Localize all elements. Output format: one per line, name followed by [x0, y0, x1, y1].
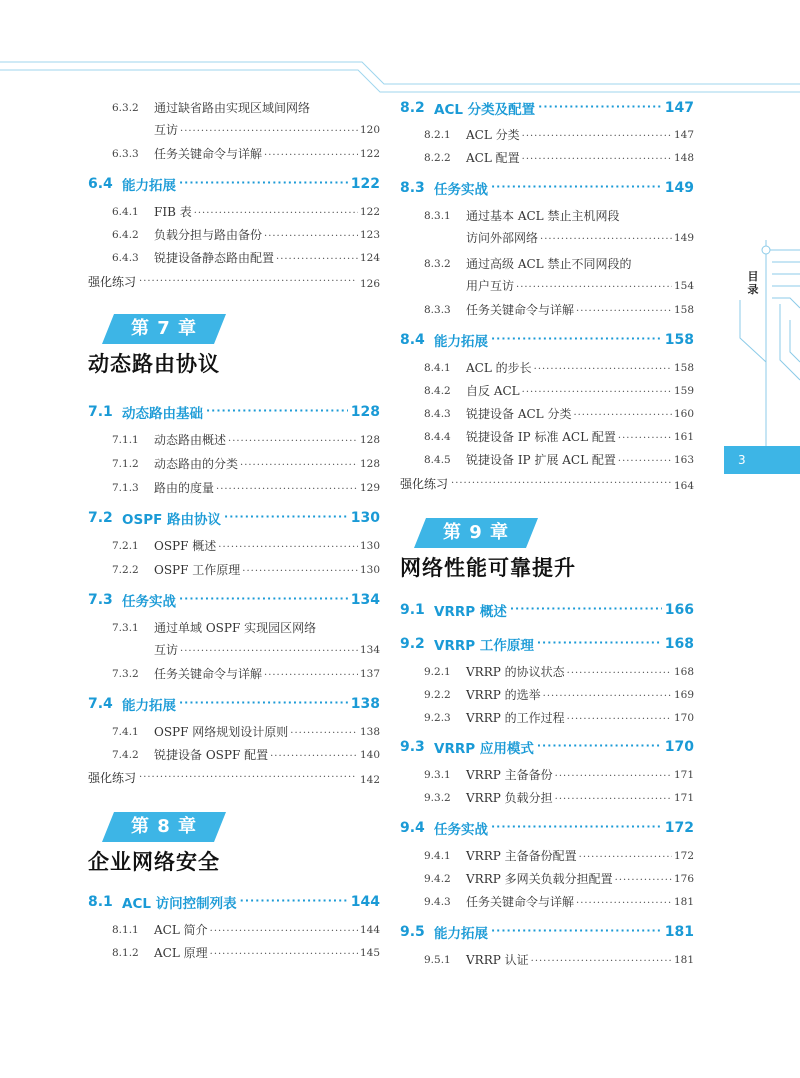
- toc-section-9-4[interactable]: [400, 818, 694, 838]
- entry-page: 160: [673, 408, 694, 420]
- entry-page: 163: [673, 454, 694, 466]
- entry-number: 6.4.1: [112, 206, 139, 218]
- side-tab-contents: [740, 270, 766, 296]
- entry-page: 176: [673, 873, 694, 885]
- toc-section-6-4[interactable]: [88, 174, 380, 194]
- entry-title: 自反 ACL: [466, 384, 520, 398]
- entry-number: 7.1.3: [112, 482, 139, 494]
- chapter-8-heading: [88, 812, 388, 892]
- entry-title: ACL 原理: [154, 946, 208, 960]
- entry-number: 8.2.1: [424, 129, 451, 141]
- section-number: 9.4: [400, 820, 425, 836]
- section-page: 130: [350, 510, 380, 526]
- entry-title: VRRP 主备备份: [466, 768, 553, 782]
- entry-title: VRRP 的工作过程: [466, 711, 565, 725]
- entry-title: 动态路由的分类: [154, 457, 239, 471]
- entry-page: 159: [673, 385, 694, 397]
- practice-title: 强化练习: [88, 275, 137, 289]
- entry-title: VRRP 的选举: [466, 688, 541, 702]
- entry-number: 7.2.2: [112, 564, 139, 576]
- section-title: 动态路由基础: [122, 406, 203, 422]
- entry-page: 137: [359, 668, 380, 680]
- entry-title-cont: 互访: [154, 643, 179, 657]
- section-number: 9.1: [400, 602, 425, 618]
- entry-number: 6.4.3: [112, 252, 139, 264]
- entry-page: 122: [359, 148, 380, 160]
- chapter-badge: [414, 518, 538, 548]
- entry-page: 171: [673, 792, 694, 804]
- entry-number: 8.4.2: [424, 385, 451, 397]
- toc-practice-8[interactable]: [400, 476, 694, 492]
- entry-page: 161: [673, 431, 694, 443]
- entry-number: 8.2.2: [424, 152, 451, 164]
- section-page: 172: [664, 820, 694, 836]
- chapter-title: 网络性能可靠提升: [400, 556, 576, 580]
- section-number: 8.1: [88, 894, 113, 910]
- entry-title: 锐捷设备 IP 扩展 ACL 配置: [466, 453, 616, 467]
- entry-number: 7.1.1: [112, 434, 139, 446]
- chapter-9-heading: [400, 518, 700, 598]
- section-title: 能力拓展: [122, 698, 176, 714]
- entry-title: 锐捷设备 ACL 分类: [466, 407, 572, 421]
- entry-title: ACL 分类: [466, 128, 520, 142]
- entry-page: 123: [359, 229, 380, 241]
- entry-number: 8.4.1: [424, 362, 451, 374]
- entry-number: 8.4.5: [424, 454, 451, 466]
- entry-page: 120: [359, 124, 380, 136]
- entry-title-cont: 用户互访: [466, 279, 515, 293]
- entry-number: 8.4.3: [424, 408, 451, 420]
- entry-page: 154: [673, 280, 694, 292]
- toc-section-7-1[interactable]: [88, 402, 380, 422]
- entry-title: 锐捷设备 OSPF 配置: [154, 748, 269, 762]
- practice-title: 强化练习: [400, 477, 449, 491]
- section-title: ACL 分类及配置: [434, 102, 536, 118]
- entry-number: 8.1.2: [112, 947, 139, 959]
- toc-section-7-3[interactable]: [88, 590, 380, 610]
- entry-title: VRRP 主备备份配置: [466, 849, 577, 863]
- section-title: ACL 访问控制列表: [122, 896, 237, 912]
- side-tab-char-1: 目: [747, 270, 759, 283]
- entry-page: 144: [359, 924, 380, 936]
- toc-section-8-3[interactable]: [400, 178, 694, 198]
- entry-page: 158: [673, 362, 694, 374]
- entry-page: 169: [673, 689, 694, 701]
- section-number: 9.5: [400, 924, 425, 940]
- entry-title: 通过单域 OSPF 实现园区网络: [154, 621, 317, 635]
- toc-section-9-2[interactable]: [400, 634, 694, 654]
- entry-title: VRRP 的协议状态: [466, 665, 565, 679]
- entry-title: ACL 的步长: [466, 361, 532, 375]
- entry-page: 148: [673, 152, 694, 164]
- entry-page: 181: [673, 896, 694, 908]
- entry-title: OSPF 网络规划设计原则: [154, 725, 289, 739]
- side-tab-char-2: 录: [747, 283, 759, 296]
- entry-number: 9.2.2: [424, 689, 451, 701]
- section-title: VRRP 工作原理: [434, 638, 534, 654]
- toc-section-8-1[interactable]: [88, 892, 380, 912]
- section-title: VRRP 应用模式: [434, 741, 534, 757]
- toc-practice-6[interactable]: [88, 274, 380, 290]
- section-page: 149: [664, 180, 694, 196]
- toc-section-7-4[interactable]: [88, 694, 380, 714]
- entry-title: 任务关键命令与详解: [154, 147, 263, 161]
- section-number: 8.3: [400, 180, 425, 196]
- entry-page: 128: [359, 434, 380, 446]
- entry-number: 7.1.2: [112, 458, 139, 470]
- chapter-badge: [102, 812, 226, 842]
- entry-page: 149: [673, 232, 694, 244]
- section-title: 能力拓展: [434, 334, 488, 350]
- entry-number: 9.2.3: [424, 712, 451, 724]
- entry-number: 8.4.4: [424, 431, 451, 443]
- entry-title: VRRP 多网关负载分担配置: [466, 872, 613, 886]
- section-title: 任务实战: [122, 594, 176, 610]
- entry-number: 9.4.3: [424, 896, 451, 908]
- entry-page: 138: [359, 726, 380, 738]
- page-number-tab: 3: [724, 446, 800, 474]
- entry-number: 6.3.3: [112, 148, 139, 160]
- entry-title: 锐捷设备 IP 标准 ACL 配置: [466, 430, 616, 444]
- section-number: 7.4: [88, 696, 113, 712]
- section-page: 158: [664, 332, 694, 348]
- entry-title: ACL 配置: [466, 151, 520, 165]
- chapter-7-heading: [88, 314, 388, 394]
- entry-title: 任务关键命令与详解: [466, 303, 575, 317]
- entry-page: 140: [359, 749, 380, 761]
- entry-title: 负载分担与路由备份: [154, 228, 263, 242]
- section-title: OSPF 路由协议: [122, 512, 222, 528]
- section-number: 8.2: [400, 100, 425, 116]
- section-page: 170: [664, 739, 694, 755]
- section-title: VRRP 概述: [434, 604, 507, 620]
- chapter-title: 企业网络安全: [88, 850, 220, 874]
- entry-page: 158: [673, 304, 694, 316]
- entry-number: 9.3.2: [424, 792, 451, 804]
- entry-page: 171: [673, 769, 694, 781]
- entry-page: 129: [359, 482, 380, 494]
- section-page: 134: [350, 592, 380, 608]
- toc-section-9-5[interactable]: [400, 922, 694, 942]
- section-number: 6.4: [88, 176, 113, 192]
- toc-section-9-3[interactable]: [400, 737, 694, 757]
- entry-number: 9.4.1: [424, 850, 451, 862]
- entry-title: 锐捷设备静态路由配置: [154, 251, 275, 265]
- section-number: 8.4: [400, 332, 425, 348]
- section-title: 任务实战: [434, 822, 488, 838]
- practice-page: 142: [359, 774, 380, 786]
- entry-page: 130: [359, 564, 380, 576]
- entry-title-cont: 互访: [154, 123, 179, 137]
- entry-page: 124: [359, 252, 380, 264]
- entry-number: 7.3.1: [112, 622, 139, 634]
- entry-title: FIB 表: [154, 205, 192, 219]
- entry-title-cont: 访问外部网络: [466, 231, 539, 245]
- entry-page: 128: [359, 458, 380, 470]
- entry-page: 122: [359, 206, 380, 218]
- entry-number: 6.3.2: [112, 102, 139, 114]
- section-page: 181: [664, 924, 694, 940]
- section-title: 任务实战: [434, 182, 488, 198]
- entry-number: 8.1.1: [112, 924, 139, 936]
- entry-number: 9.2.1: [424, 666, 451, 678]
- practice-title: 强化练习: [88, 771, 137, 785]
- section-page: 128: [350, 404, 380, 420]
- entry-title: 通过基本 ACL 禁止主机网段: [466, 209, 620, 223]
- entry-page: 172: [673, 850, 694, 862]
- toc-section-8-2[interactable]: [400, 98, 694, 118]
- entry-number: 7.4.1: [112, 726, 139, 738]
- entry-number: 8.3.3: [424, 304, 451, 316]
- entry-title: 通过缺省路由实现区域间网络: [154, 101, 311, 115]
- section-number: 7.2: [88, 510, 113, 526]
- entry-title: VRRP 负载分担: [466, 791, 553, 805]
- section-number: 9.2: [400, 636, 425, 652]
- toc-section-9-1[interactable]: [400, 600, 694, 620]
- entry-number: 9.5.1: [424, 954, 451, 966]
- toc-section-7-2[interactable]: [88, 508, 380, 528]
- entry-number: 7.4.2: [112, 749, 139, 761]
- entry-title: ACL 简介: [154, 923, 208, 937]
- entry-title: VRRP 认证: [466, 953, 529, 967]
- section-page: 166: [664, 602, 694, 618]
- entry-title: 通过高级 ACL 禁止不同网段的: [466, 257, 632, 271]
- entry-page: 145: [359, 947, 380, 959]
- toc-practice-7[interactable]: [88, 770, 380, 786]
- entry-number: 9.3.1: [424, 769, 451, 781]
- entry-number: 8.3.1: [424, 210, 451, 222]
- section-title: 能力拓展: [434, 926, 488, 942]
- entry-page: 170: [673, 712, 694, 724]
- section-title: 能力拓展: [122, 178, 176, 194]
- chapter-label: 第 8 章: [130, 816, 198, 837]
- entry-page: 134: [359, 644, 380, 656]
- toc-section-8-4[interactable]: [400, 330, 694, 350]
- entry-number: 7.3.2: [112, 668, 139, 680]
- entry-number: 6.4.2: [112, 229, 139, 241]
- entry-number: 9.4.2: [424, 873, 451, 885]
- entry-page: 168: [673, 666, 694, 678]
- entry-title: OSPF 工作原理: [154, 563, 241, 577]
- section-page: 147: [664, 100, 694, 116]
- entry-page: 147: [673, 129, 694, 141]
- chapter-title: 动态路由协议: [88, 352, 220, 376]
- section-number: 9.3: [400, 739, 425, 755]
- practice-page: 126: [359, 278, 380, 290]
- chapter-label: 第 7 章: [130, 318, 198, 339]
- entry-number: 7.2.1: [112, 540, 139, 552]
- entry-title: 任务关键命令与详解: [466, 895, 575, 909]
- entry-title: 动态路由概述: [154, 433, 227, 447]
- section-number: 7.3: [88, 592, 113, 608]
- chapter-badge: [102, 314, 226, 344]
- practice-page: 164: [673, 480, 694, 492]
- entry-title: OSPF 概述: [154, 539, 217, 553]
- section-page: 144: [350, 894, 380, 910]
- entry-number: 8.3.2: [424, 258, 451, 270]
- section-number: 7.1: [88, 404, 113, 420]
- entry-title: 路由的度量: [154, 481, 215, 495]
- chapter-label: 第 9 章: [442, 522, 510, 543]
- section-page: 122: [350, 176, 380, 192]
- section-page: 138: [350, 696, 380, 712]
- entry-page: 181: [673, 954, 694, 966]
- section-page: 168: [664, 636, 694, 652]
- entry-title: 任务关键命令与详解: [154, 667, 263, 681]
- entry-page: 130: [359, 540, 380, 552]
